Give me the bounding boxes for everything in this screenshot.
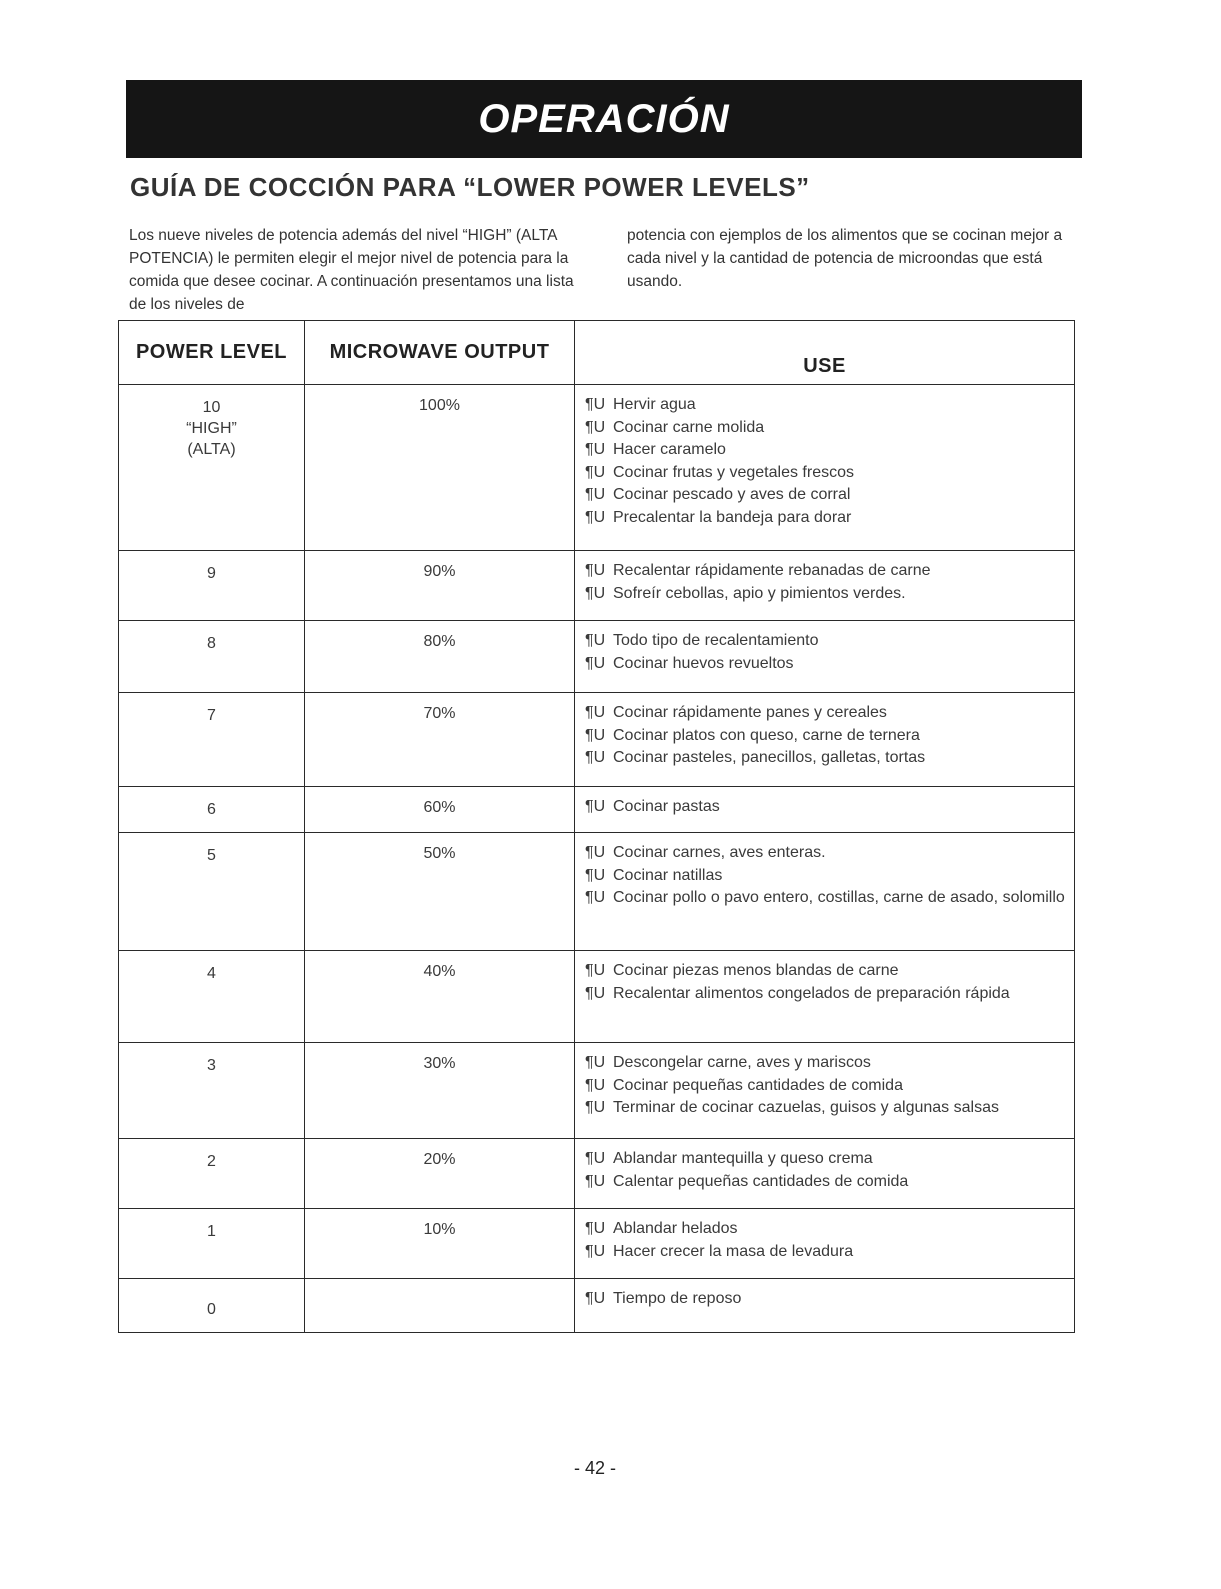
use-cell [575, 1139, 1075, 1209]
microwave-output-cell: 10% [305, 1209, 575, 1279]
bullet-glyph: ¶U [585, 798, 606, 815]
use-text: Ablandar helados [613, 1220, 738, 1237]
use-text: Cocinar pollo o pavo entero, costillas, carne de asado, solomillo [613, 889, 1065, 906]
power-level-cell [119, 693, 305, 787]
use-list-item [585, 865, 1068, 888]
use-text: Hacer caramelo [613, 441, 726, 458]
bullet-glyph: ¶U [585, 866, 606, 884]
table-row [119, 1209, 1075, 1279]
microwave-output-cell: 80% [305, 621, 575, 693]
table-header-row [119, 321, 1075, 385]
table-row [119, 787, 1075, 833]
microwave-output-cell [305, 1279, 575, 1333]
use-list-item [585, 747, 1068, 770]
power-level-value: 0 [207, 1300, 216, 1318]
use-cell [575, 787, 1075, 833]
use-list-item [585, 560, 1068, 583]
table-row [119, 1279, 1075, 1333]
use-text: Hervir agua [613, 396, 696, 413]
use-list-item [585, 1075, 1068, 1098]
use-text: Todo tipo de recalentamiento [613, 632, 819, 649]
bullet-glyph: ¶U [585, 463, 606, 481]
bullet-glyph: ¶U [585, 889, 606, 906]
table-row [119, 1139, 1075, 1209]
bullet-glyph: ¶U [585, 441, 606, 458]
power-level-cell [119, 1279, 305, 1333]
use-text: Recalentar rápidamente rebanadas de carne [613, 562, 931, 579]
power-level-cell [119, 833, 305, 951]
use-text: Descongelar carne, aves y mariscos [613, 1054, 871, 1071]
use-text: Sofreír cebollas, apio y pimientos verdes. [613, 584, 906, 602]
use-list-item [585, 1241, 1068, 1264]
intro-paragraph-right: potencia con ejemplos de los alimentos que se cocinan mejor a cada nivel y la cantidad de potencia de microondas que está usando. [627, 226, 1063, 290]
power-level-value: 9 [207, 565, 216, 582]
use-list-item [585, 630, 1068, 653]
use-cell [575, 951, 1075, 1043]
use-list-item [585, 983, 1068, 1006]
use-list-item [585, 887, 1068, 910]
table-row [119, 693, 1075, 787]
header-power-level: POWER LEVEL [119, 321, 305, 385]
power-level-table [118, 320, 1075, 1333]
table-row [119, 1043, 1075, 1139]
bullet-glyph: ¶U [585, 1054, 606, 1071]
use-list-item [585, 1288, 1068, 1311]
use-list-item [585, 394, 1068, 417]
bullet-glyph: ¶U [585, 486, 606, 503]
bullet-glyph: ¶U [585, 418, 606, 436]
use-text: Recalentar alimentos congelados de preparación rápida [613, 984, 1010, 1002]
use-text: Tiempo de reposo [613, 1290, 742, 1307]
bullet-glyph: ¶U [585, 1150, 606, 1167]
table-row [119, 385, 1075, 551]
power-level-cell [119, 1139, 305, 1209]
use-cell [575, 693, 1075, 787]
microwave-output-cell: 20% [305, 1139, 575, 1209]
table-row [119, 833, 1075, 951]
table-row [119, 551, 1075, 621]
bullet-glyph: ¶U [585, 396, 606, 413]
microwave-output-cell: 100% [305, 385, 575, 551]
microwave-output-cell: 60% [305, 787, 575, 833]
use-cell [575, 385, 1075, 551]
use-text: Cocinar pasteles, panecillos, galletas, tortas [613, 749, 926, 766]
use-list-item [585, 1218, 1068, 1241]
microwave-output-cell: 50% [305, 833, 575, 951]
use-list-item [585, 1097, 1068, 1120]
use-list-item [585, 960, 1068, 983]
use-list-item [585, 507, 1068, 530]
bullet-glyph: ¶U [585, 562, 606, 579]
bullet-glyph: ¶U [585, 1242, 606, 1260]
bullet-glyph: ¶U [585, 1290, 606, 1307]
use-text: Precalentar la bandeja para dorar [613, 508, 852, 526]
intro-paragraph-left: Los nueve niveles de potencia además del nivel “HIGH” (ALTA POTENCIA) le permiten elegir el mejor nivel de potencia para la comida que desee cocinar. A continuación presentamos una lista de los niveles de [129, 226, 574, 313]
use-cell [575, 621, 1075, 693]
power-level-cell [119, 1209, 305, 1279]
power-level-value: 2 [207, 1153, 216, 1170]
header-microwave-output: MICROWAVE OUTPUT [305, 321, 575, 385]
power-level-value: 8 [207, 635, 216, 652]
bullet-glyph: ¶U [585, 726, 606, 744]
use-text: Cocinar huevos revueltos [613, 654, 794, 672]
power-level-cell [119, 951, 305, 1043]
section-banner [126, 80, 1082, 158]
power-level-value: 6 [207, 801, 216, 818]
use-cell [575, 1279, 1075, 1333]
use-text: Cocinar piezas menos blandas de carne [613, 962, 899, 979]
use-cell [575, 551, 1075, 621]
microwave-output-cell: 40% [305, 951, 575, 1043]
use-cell [575, 1209, 1075, 1279]
bullet-glyph: ¶U [585, 749, 606, 766]
power-level-value: 1 [207, 1223, 216, 1240]
use-list-item [585, 1052, 1068, 1075]
use-list-item [585, 725, 1068, 748]
bullet-glyph: ¶U [585, 584, 606, 602]
use-list-item [585, 439, 1068, 462]
power-level-cell [119, 1043, 305, 1139]
power-level-value: 3 [207, 1057, 216, 1074]
microwave-output-cell: 90% [305, 551, 575, 621]
use-text: Cocinar natillas [613, 866, 723, 884]
power-level-value: (ALTA) [187, 441, 236, 458]
use-list-item [585, 796, 1068, 819]
use-text: Cocinar pastas [613, 798, 720, 815]
use-text: Calentar pequeñas cantidades de comida [613, 1172, 909, 1190]
use-list-item [585, 583, 1068, 606]
banner-title: OPERACIÓN [478, 96, 730, 141]
table-body [119, 385, 1075, 1333]
use-text: Cocinar rápidamente panes y cereales [613, 704, 887, 721]
bullet-glyph: ¶U [585, 1172, 606, 1190]
power-level-value: 7 [207, 707, 216, 724]
power-level-value: “HIGH” [186, 420, 237, 437]
use-text: Cocinar carnes, aves enteras. [613, 844, 826, 861]
use-list-item [585, 653, 1068, 676]
power-level-cell [119, 787, 305, 833]
power-level-cell [119, 385, 305, 551]
use-list-item [585, 462, 1068, 485]
bullet-glyph: ¶U [585, 962, 606, 979]
page-number: - 42 - [573, 1458, 616, 1478]
use-text: Cocinar frutas y vegetales frescos [613, 463, 854, 481]
microwave-output-cell: 70% [305, 693, 575, 787]
power-level-value: 10 [202, 399, 221, 416]
bullet-glyph: ¶U [585, 704, 606, 721]
use-list-item [585, 702, 1068, 725]
header-use: USE [575, 321, 1075, 385]
bullet-glyph: ¶U [585, 508, 606, 526]
use-list-item [585, 417, 1068, 440]
use-text: Hacer crecer la masa de levadura [613, 1242, 854, 1260]
use-list-item [585, 842, 1068, 865]
use-text: Ablandar mantequilla y queso crema [613, 1150, 873, 1167]
use-cell [575, 833, 1075, 951]
bullet-glyph: ¶U [585, 654, 606, 672]
use-text: Terminar de cocinar cazuelas, guisos y algunas salsas [613, 1099, 999, 1116]
use-text: Cocinar platos con queso, carne de ternera [613, 726, 920, 744]
use-text: Cocinar pequeñas cantidades de comida [613, 1076, 903, 1094]
table-row [119, 951, 1075, 1043]
use-list-item [585, 484, 1068, 507]
table-row [119, 621, 1075, 693]
use-cell [575, 1043, 1075, 1139]
use-list-item [585, 1148, 1068, 1171]
page-title: GUÍA DE COCCIÓN PARA “LOWER POWER LEVELS” [130, 172, 810, 202]
use-list-item [585, 1171, 1068, 1194]
microwave-output-cell: 30% [305, 1043, 575, 1139]
power-level-cell [119, 551, 305, 621]
power-level-value: 4 [207, 965, 216, 982]
bullet-glyph: ¶U [585, 1076, 606, 1094]
use-text: Cocinar pescado y aves de corral [613, 486, 851, 503]
bullet-glyph: ¶U [585, 632, 606, 649]
power-level-value: 5 [207, 847, 216, 864]
bullet-glyph: ¶U [585, 844, 606, 861]
bullet-glyph: ¶U [585, 1220, 606, 1237]
power-level-cell [119, 621, 305, 693]
use-text: Cocinar carne molida [613, 418, 765, 436]
bullet-glyph: ¶U [585, 1099, 606, 1116]
bullet-glyph: ¶U [585, 984, 606, 1002]
